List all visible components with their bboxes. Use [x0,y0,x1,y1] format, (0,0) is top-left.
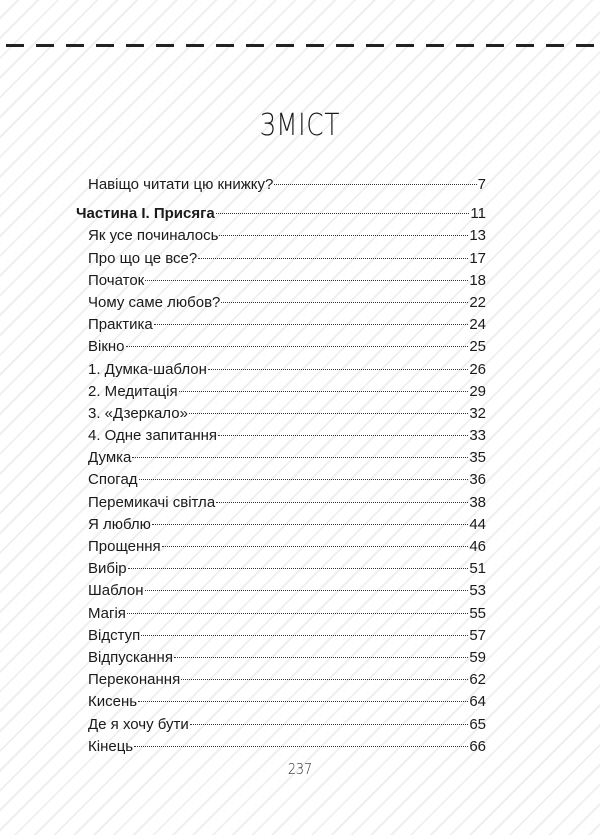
toc-entry-label: Відпускання [88,648,173,666]
toc-entry-part[interactable] [76,203,486,225]
toc-entry[interactable] [76,736,486,758]
toc-entry[interactable] [76,580,486,602]
toc-entry-page: 38 [469,493,486,511]
dot-leader [216,213,470,214]
dot-leader [154,324,469,325]
toc-entry-page: 18 [469,271,486,289]
dot-leader [162,546,469,547]
toc-entry[interactable] [76,514,486,536]
toc-entry-label: Де я хочу бути [88,715,189,733]
toc-entry-page: 32 [469,404,486,422]
toc-entry[interactable] [76,336,486,358]
table-of-contents [76,174,486,758]
toc-entry-label: Переконання [88,671,181,689]
toc-entry-label: Прощення [88,538,161,555]
dot-leader [218,435,468,436]
toc-entry-page: 22 [469,293,486,311]
toc-entry[interactable] [76,425,486,447]
toc-entry-label: Навіщо читати цю книжку? [88,176,274,193]
dot-leader [145,280,468,281]
toc-entry-page: 51 [469,560,486,578]
toc-entry[interactable] [76,270,486,292]
toc-entry-label: Спогад [88,471,138,489]
dot-leader [127,613,468,614]
toc-entry[interactable] [76,691,486,713]
toc-entry-page: 24 [469,316,486,334]
dot-leader [138,701,468,702]
toc-entry-label: Практика [88,316,153,334]
toc-entry[interactable] [76,403,486,425]
toc-entry-label: Відступ [88,626,141,644]
dot-leader [208,369,468,370]
toc-entry-page: 35 [469,449,486,467]
dot-leader [132,457,468,458]
dot-leader [179,391,469,392]
toc-entry[interactable] [76,558,486,580]
toc-entry-page: 46 [469,538,486,555]
toc-entry[interactable] [76,625,486,647]
toc-entry-label: 3. «Дзеркало» [88,404,188,422]
toc-entry-page: 25 [469,338,486,356]
toc-entry[interactable] [76,292,486,314]
toc-entry[interactable] [76,603,486,625]
toc-entry-label: Частина І. Присяга [76,205,215,223]
toc-entry-page: 59 [469,648,486,666]
toc-entry-page: 55 [469,604,486,622]
toc-entry-page: 29 [469,382,486,400]
dot-leader [145,590,469,591]
toc-entry-label: Кисень [88,693,138,711]
toc-entry-label: Перемикачі світла [88,493,216,511]
toc-entry-page: 17 [469,249,486,267]
dot-leader [274,184,476,185]
toc-entry[interactable] [76,469,486,491]
toc-entry-page: 11 [470,205,486,223]
toc-entry-label: Шаблон [88,582,144,600]
dot-leader [152,524,468,525]
toc-entry-page: 62 [469,671,486,689]
dot-leader [219,235,468,236]
toc-entry-label: Про що це все? [88,249,198,267]
chapter-list [76,225,486,758]
toc-entry-label: 1. Думка-шаблон [88,360,207,378]
toc-entry-label: Я люблю [88,515,151,533]
toc-entry[interactable] [76,248,486,270]
toc-entry-page: 7 [477,176,486,193]
toc-entry-page: 13 [469,227,486,245]
toc-entry-label: Вікно [88,338,125,356]
toc-entry[interactable] [76,381,486,403]
toc-entry[interactable] [76,492,486,514]
dot-leader [190,724,469,725]
toc-entry[interactable] [76,647,486,669]
toc-entry-label: Початок [88,271,145,289]
toc-entry[interactable] [76,314,486,336]
toc-entry[interactable] [76,714,486,736]
toc-entry-page: 53 [469,582,486,600]
dot-leader [181,679,468,680]
toc-entry[interactable] [76,225,486,247]
toc-entry-label: Як усе починалось [88,227,219,245]
dot-leader [174,657,468,658]
toc-entry-label: 4. Одне запитання [88,427,218,445]
dot-leader [141,635,468,636]
toc-entry-page: 65 [469,715,486,733]
dot-leader [189,413,468,414]
toc-entry[interactable] [76,447,486,469]
dot-leader [221,302,468,303]
page-number: 237 [287,760,313,778]
toc-entry-label: Чому саме любов? [88,293,221,311]
dot-leader [139,479,469,480]
toc-entry-page: 33 [469,427,486,445]
dot-leader [126,346,469,347]
dashed-rule [6,44,594,47]
toc-entry-label: Магія [88,604,126,622]
toc-entry-page: 36 [469,471,486,489]
toc-entry-label: Кінець [88,737,134,755]
dot-leader [134,746,468,747]
toc-entry-intro[interactable] [76,174,486,196]
toc-entry-page: 64 [469,693,486,711]
dot-leader [198,258,468,259]
toc-entry-page: 44 [469,515,486,533]
page-title: ЗМІСТ [259,108,341,143]
dot-leader [216,502,468,503]
toc-entry-label: Вибір [88,560,127,578]
toc-entry-page: 26 [469,360,486,378]
toc-entry-label: 2. Медитація [88,382,178,400]
toc-entry-page: 57 [469,626,486,644]
toc-entry-page: 66 [469,737,486,755]
toc-entry-label: Думка [88,449,132,467]
toc-entry[interactable] [76,669,486,691]
dot-leader [128,568,469,569]
toc-entry[interactable] [76,536,486,558]
toc-entry[interactable] [76,359,486,381]
